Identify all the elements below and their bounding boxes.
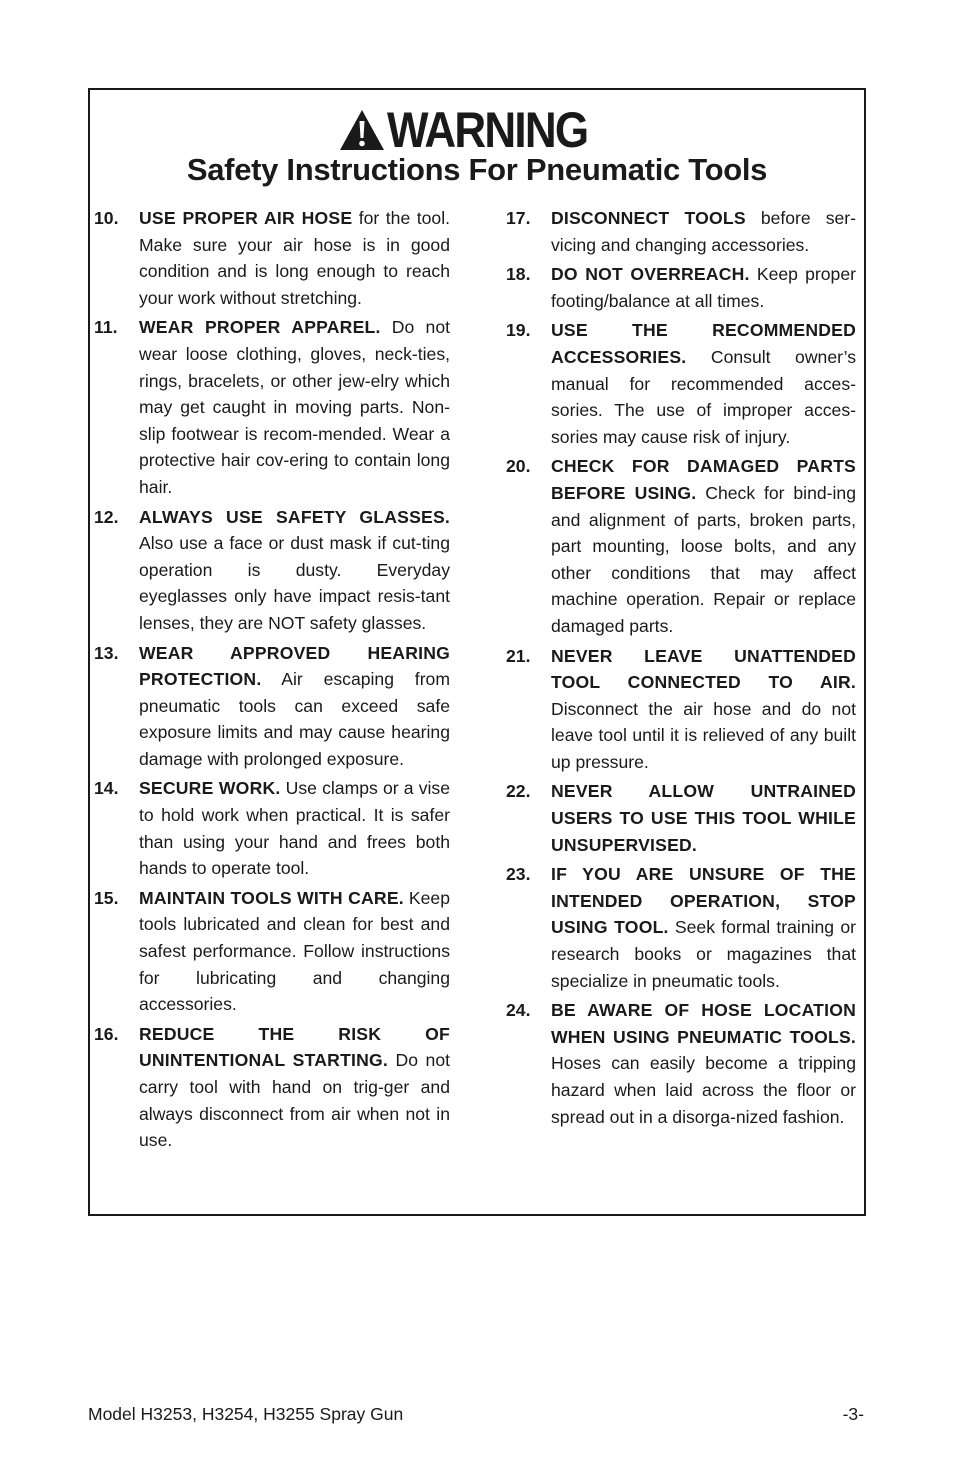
warning-header (90, 102, 864, 158)
safety-item (506, 997, 856, 1130)
item-number: 22. (506, 781, 531, 802)
safety-item (94, 640, 450, 773)
item-number: 17. (506, 208, 531, 228)
item-heading: WEAR PROPER APPAREL. (139, 317, 381, 338)
item-heading: BE AWARE OF HOSE LOCATION WHEN USING PNEUMATIC TOOLS. (551, 1000, 856, 1047)
item-body: Air escaping from pneumatic tools can exceed safe exposure limits and may cause hearing damage with prolonged exposure. (139, 669, 450, 769)
item-number: 13. (94, 642, 119, 663)
safety-item (506, 643, 856, 776)
item-number: 21. (506, 645, 531, 666)
item-heading: SECURE WORK. (139, 778, 281, 799)
item-heading: WEAR APPROVED HEARING PROTECTION. (139, 642, 450, 690)
safety-item (506, 778, 856, 858)
item-body: Do not wear loose clothing, gloves, neck-ties, rings, bracelets, or other jew-elry which may get caught in moving parts. Non-slip footwear is recom-mended. Wear a protective hair cov-ering to contain long hair. (139, 317, 450, 497)
item-heading: MAINTAIN TOOLS WITH CARE. (139, 887, 404, 908)
page-number: -3- (842, 1404, 864, 1424)
safety-item (94, 885, 450, 1018)
item-body: Disconnect the air hose and do not leave tool until it is relieved of any built up pressure. (551, 698, 856, 772)
item-heading: ALWAYS USE SAFETY GLASSES. (139, 506, 450, 527)
item-body: Use clamps or a vise to hold work when practical. It is safer than using your hand and frees both hands to operate tool. (139, 778, 451, 879)
item-heading: USE PROPER AIR HOSE (139, 208, 353, 228)
item-body: Keep tools lubricated and clean for best and safest performance. Follow instructions for lubricating and changing accessories. (139, 887, 450, 1015)
item-number: 19. (506, 320, 531, 341)
warning-box (88, 88, 866, 1216)
safety-item (506, 861, 856, 994)
safety-item (94, 1021, 450, 1154)
item-number: 11. (94, 317, 118, 338)
item-body: Hoses can easily become a tripping hazard when laid across the floor or spread out in a disorga-nized fashion. (551, 1053, 856, 1127)
warning-triangle-icon (339, 109, 385, 151)
item-number: 24. (506, 1000, 531, 1021)
item-body: for the tool. Make sure your air hose is in good condition and is long enough to reach your work without stretching. (139, 208, 450, 308)
safety-item (94, 314, 450, 500)
item-body: Do not carry tool with hand on trig-ger and always disconnect from air when not in use. (139, 1050, 450, 1151)
footer-model: Model H3253, H3254, H3255 Spray Gun (88, 1404, 404, 1424)
item-heading: CHECK FOR DAMAGED PARTS BEFORE USING. (551, 456, 856, 503)
item-number: 20. (506, 456, 531, 477)
safety-item (94, 504, 450, 637)
item-number: 15. (94, 887, 119, 908)
item-number: 12. (94, 506, 119, 527)
item-heading: DO NOT OVERREACH. (551, 264, 750, 285)
item-heading: DISCONNECT TOOLS (551, 208, 746, 228)
left-column (94, 205, 450, 1157)
item-body: Seek formal training or research books or magazines that specialize in pneumatic tools. (551, 917, 856, 991)
item-number: 14. (94, 778, 119, 799)
warning-title: WARNING (387, 102, 588, 158)
item-body: Consult owner’s manual for recommended acces-sories. The use of improper acces-sories may cause risk of injury. (551, 346, 856, 447)
right-column (506, 205, 856, 1133)
item-body: Keep proper footing/balance at all times. (551, 264, 856, 311)
item-number: 10. (94, 208, 119, 228)
safety-item (506, 261, 856, 314)
item-number: 23. (506, 864, 531, 885)
safety-item (94, 775, 450, 881)
safety-item (506, 453, 856, 639)
item-heading: IF YOU ARE UNSURE OF THE INTENDED OPERATION, STOP USING TOOL. (551, 864, 856, 938)
item-heading: REDUCE THE RISK OF UNINTENTIONAL STARTING. (139, 1023, 450, 1071)
safety-item (506, 317, 856, 450)
item-body: before ser-vicing and changing accessories. (551, 208, 857, 255)
item-body: Check for bind-ing and alignment of parts, broken parts, part mounting, loose bolts, and any other conditions that may affect machine operation. Repair or replace damaged parts. (551, 482, 856, 636)
item-heading: USE THE RECOMMENDED ACCESSORIES. (551, 320, 856, 367)
safety-item (94, 205, 450, 311)
safety-item (506, 205, 856, 258)
item-number: 16. (94, 1023, 119, 1044)
item-number: 18. (506, 264, 531, 285)
item-heading: NEVER LEAVE UNATTENDED TOOL CONNECTED TO AIR. (551, 645, 856, 693)
item-body: Also use a face or dust mask if cut-ting operation is dusty. Everyday eyeglasses only have impact resis-tant lenses, they are NOT safety glasses. (139, 533, 450, 633)
item-heading: NEVER ALLOW UNTRAINED USERS TO USE THIS TOOL WHILE UNSUPERVISED. (551, 781, 856, 855)
section-subtitle: Safety Instructions For Pneumatic Tools (186, 152, 768, 187)
